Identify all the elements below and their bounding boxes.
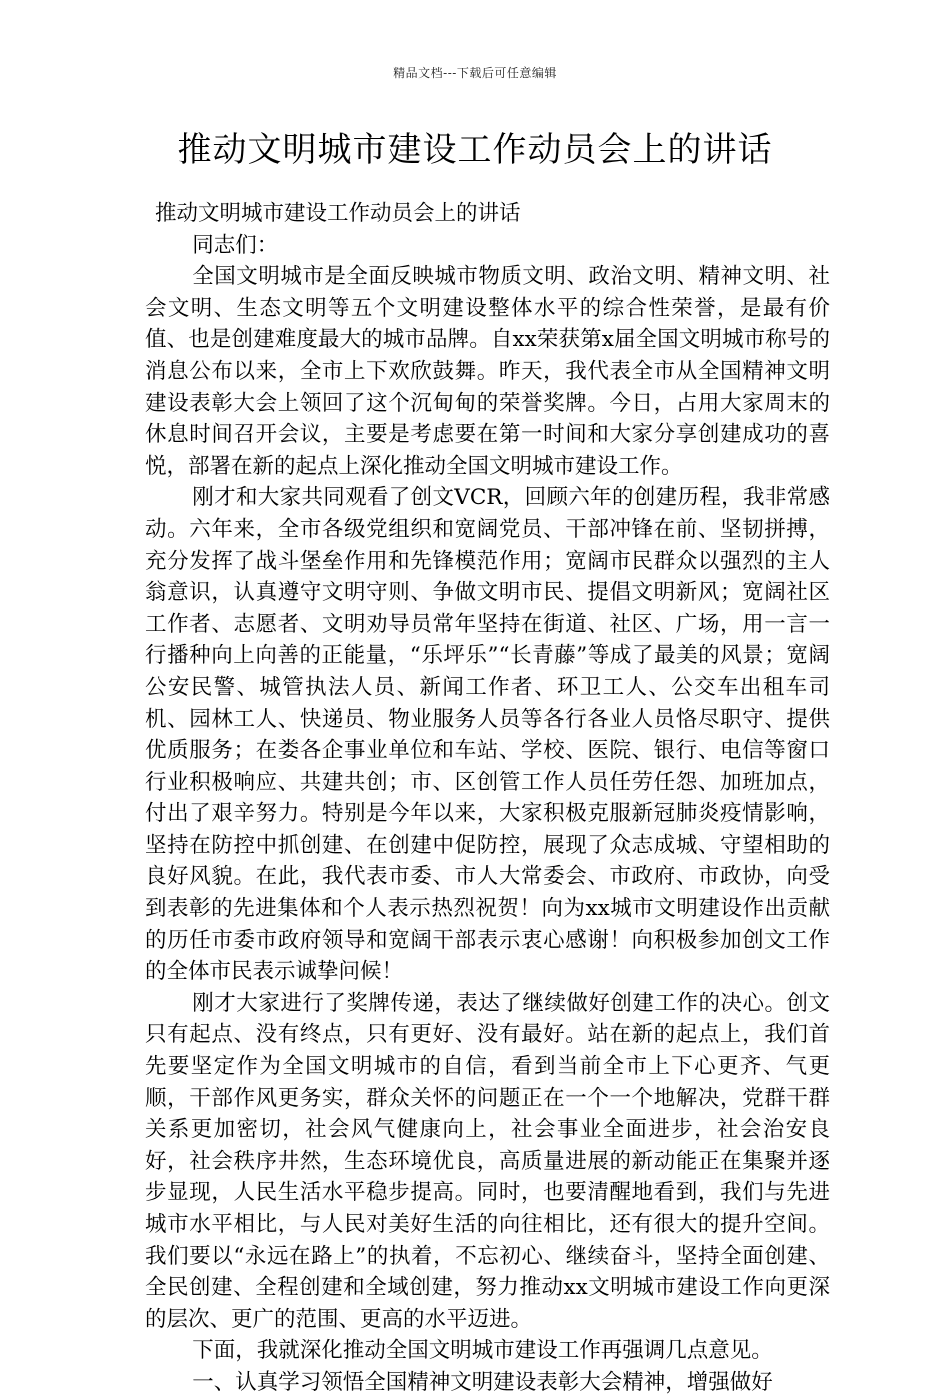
document-subtitle: 推动文明城市建设工作动员会上的讲话 bbox=[155, 201, 521, 226]
document-body bbox=[145, 198, 830, 1399]
paragraph-5: 一、认真学习领悟全国精神文明建设表彰大会精神，增强做好 bbox=[192, 1369, 773, 1395]
paragraph-4: 下面，我就深化推动全国文明城市建设工作再强调几点意见。 bbox=[192, 1338, 773, 1364]
paragraph-1: 全国文明城市是全面反映城市物质文明、政治文明、精神文明、社会文明、生态文明等五个文明建设整体水平的综合性荣誉，是最有价值、也是创建难度最大的城市品牌。自xx荣获第x届全国文明城市称号的消息公布以来，全市上下欢欣鼓舞。昨天，我代表全市从全国精神文明建设表彰大会上领回了这个沉甸甸的荣誉奖牌。今日，占用大家周末的休息时间召开会议，主要是考虑要在第一时间和大家分享创建成功的喜悦，部署在新的起点上深化推动全国文明城市建设工作。 bbox=[145, 264, 830, 479]
paragraph-3: 刚才大家进行了奖牌传递，表达了继续做好创建工作的决心。创文只有起点、没有终点，只有更好、没有最好。站在新的起点上，我们首先要坚定作为全国文明城市的自信，看到当前全市上下心更齐、气更顺，干部作风更务实，群众关怀的问题正在一个一个地解决，党群干群关系更加密切，社会风气健康向上，社会事业全面进步，社会治安良好，社会秩序井然，生态环境优良，高质量进展的新动能正在集聚并逐步显现，人民生活水平稳步提高。同时，也要清醒地看到，我们与先进城市水平相比，与人民对美好生活的向往相比，还有很大的提升空间。我们要以“永远在路上”的执着，不忘初心、继续奋斗，坚持全面创建、全民创建、全程创建和全域创建，努力推动xx文明城市建设工作向更深的层次、更广的范围、更高的水平迈进。 bbox=[145, 990, 830, 1332]
paragraph-salutation: 同志们： bbox=[192, 232, 279, 258]
paragraph-2: 刚才和大家共同观看了创文VCR，回顾六年的创建历程，我非常感动。六年来，全市各级党组织和宽阔党员、干部冲锋在前、坚韧拼搏，充分发挥了战斗堡垒作用和先锋模范作用；宽阔市民群众以强烈的主人翁意识，认真遵守文明守则、争做文明市民、提倡文明新风；宽阔社区工作者、志愿者、文明劝导员常年坚持在街道、社区、广场，用一言一行播种向上向善的正能量，“乐坪乐”“长青藤”等成了最美的风景；宽阔公安民警、城管执法人员、新闻工作者、环卫工人、公交车出租车司机、园林工人、快递员、物业服务人员等各行各业人员恪尽职守、提供优质服务；在娄各企事业单位和车站、学校、医院、银行、电信等窗口行业积极响应、共建共创；市、区创管工作人员任劳任怨、加班加点，付出了艰辛努力。特别是今年以来，大家积极克服新冠肺炎疫情影响，坚持在防控中抓创建、在创建中促防控，展现了众志成城、守望相助的良好风貌。在此，我代表市委、市人大常委会、市政府、市政协，向受到表彰的先进集体和个人表示热烈祝贺！向为xx城市文明建设作出贡献的历任市委市政府领导和宽阔干部表示衷心感谢！向积极参加创文工作的全体市民表示诚挚问候！ bbox=[145, 485, 830, 985]
document-title: 推动文明城市建设工作动员会上的讲话 bbox=[177, 130, 773, 170]
header-note: 精品文档---下载后可任意编辑 bbox=[393, 66, 557, 80]
